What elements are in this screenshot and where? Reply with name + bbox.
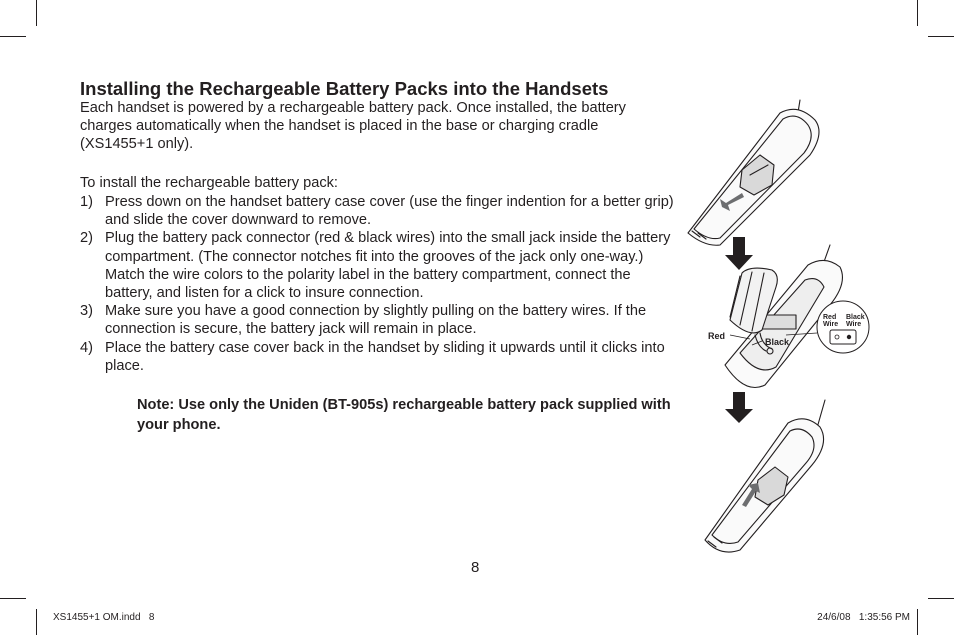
polarity-red-sublabel: Wire (823, 321, 839, 328)
step-text: Plug the battery pack connector (red & black wires) into the small jack inside the battery compartment. (The connector notches fit into the grooves of the jack only one-way.) Match the wire colors to the polarity label in the battery compartment, connect the battery, and listen for a click to insure connection. (105, 230, 671, 302)
page-title: Installing the Rechargeable Battery Packs into the Handsets (80, 78, 609, 99)
handset-replace-cover-drawing (705, 400, 825, 552)
crop-mark (0, 36, 26, 37)
step-item (80, 193, 675, 229)
handset-battery-illustration (680, 95, 880, 557)
polarity-red-label: Red (823, 314, 837, 321)
intro-paragraph: Each handset is powered by a rechargeable battery pack. Once installed, the battery charges automatically when the handset is placed in the base or charging cradle (XS1455+1 only). (80, 100, 626, 153)
step-item (80, 229, 675, 302)
red-wire-label: Red (708, 331, 726, 341)
step-item (80, 302, 675, 338)
crop-mark (0, 598, 26, 599)
step-number: 1) (80, 194, 93, 210)
next-step-arrow-icon (725, 392, 753, 423)
crop-mark (917, 609, 918, 635)
crop-mark (36, 0, 37, 26)
footer-timestamp: 24/6/08 1:35:56 PM (817, 612, 910, 623)
page-number: 8 (471, 559, 480, 576)
battery-note: Note: Use only the Uniden (BT-905s) rechargeable battery pack supplied with your phone. (137, 396, 671, 433)
installation-steps (80, 193, 675, 375)
handset-remove-cover-drawing (688, 100, 819, 245)
step-number: 3) (80, 303, 93, 320)
crop-mark (36, 609, 37, 635)
crop-mark (928, 36, 954, 37)
footer-file-name: XS1455+1 OM.indd 8 (53, 612, 155, 623)
step-number: 4) (80, 339, 93, 356)
step-text: Press down on the handset battery case cover (use the finger indention for a better grip) and slide the cover downward to remove. (105, 194, 674, 229)
next-step-arrow-icon (725, 237, 753, 270)
polarity-black-sublabel: Wire (846, 321, 862, 328)
step-item (80, 339, 675, 375)
crop-mark (917, 0, 918, 26)
black-wire-label: Black (765, 337, 790, 347)
crop-mark (928, 598, 954, 599)
polarity-black-label: Black (846, 314, 865, 321)
step-text: Place the battery case cover back in the handset by sliding it upwards until it clicks into place. (105, 339, 665, 374)
step-text: Make sure you have a good connection by slightly pulling on the battery wires. If the connection is secure, the battery jack will remain in place. (105, 303, 647, 338)
steps-lead-in: To install the rechargeable battery pack: (80, 175, 338, 191)
step-number: 2) (80, 230, 93, 247)
